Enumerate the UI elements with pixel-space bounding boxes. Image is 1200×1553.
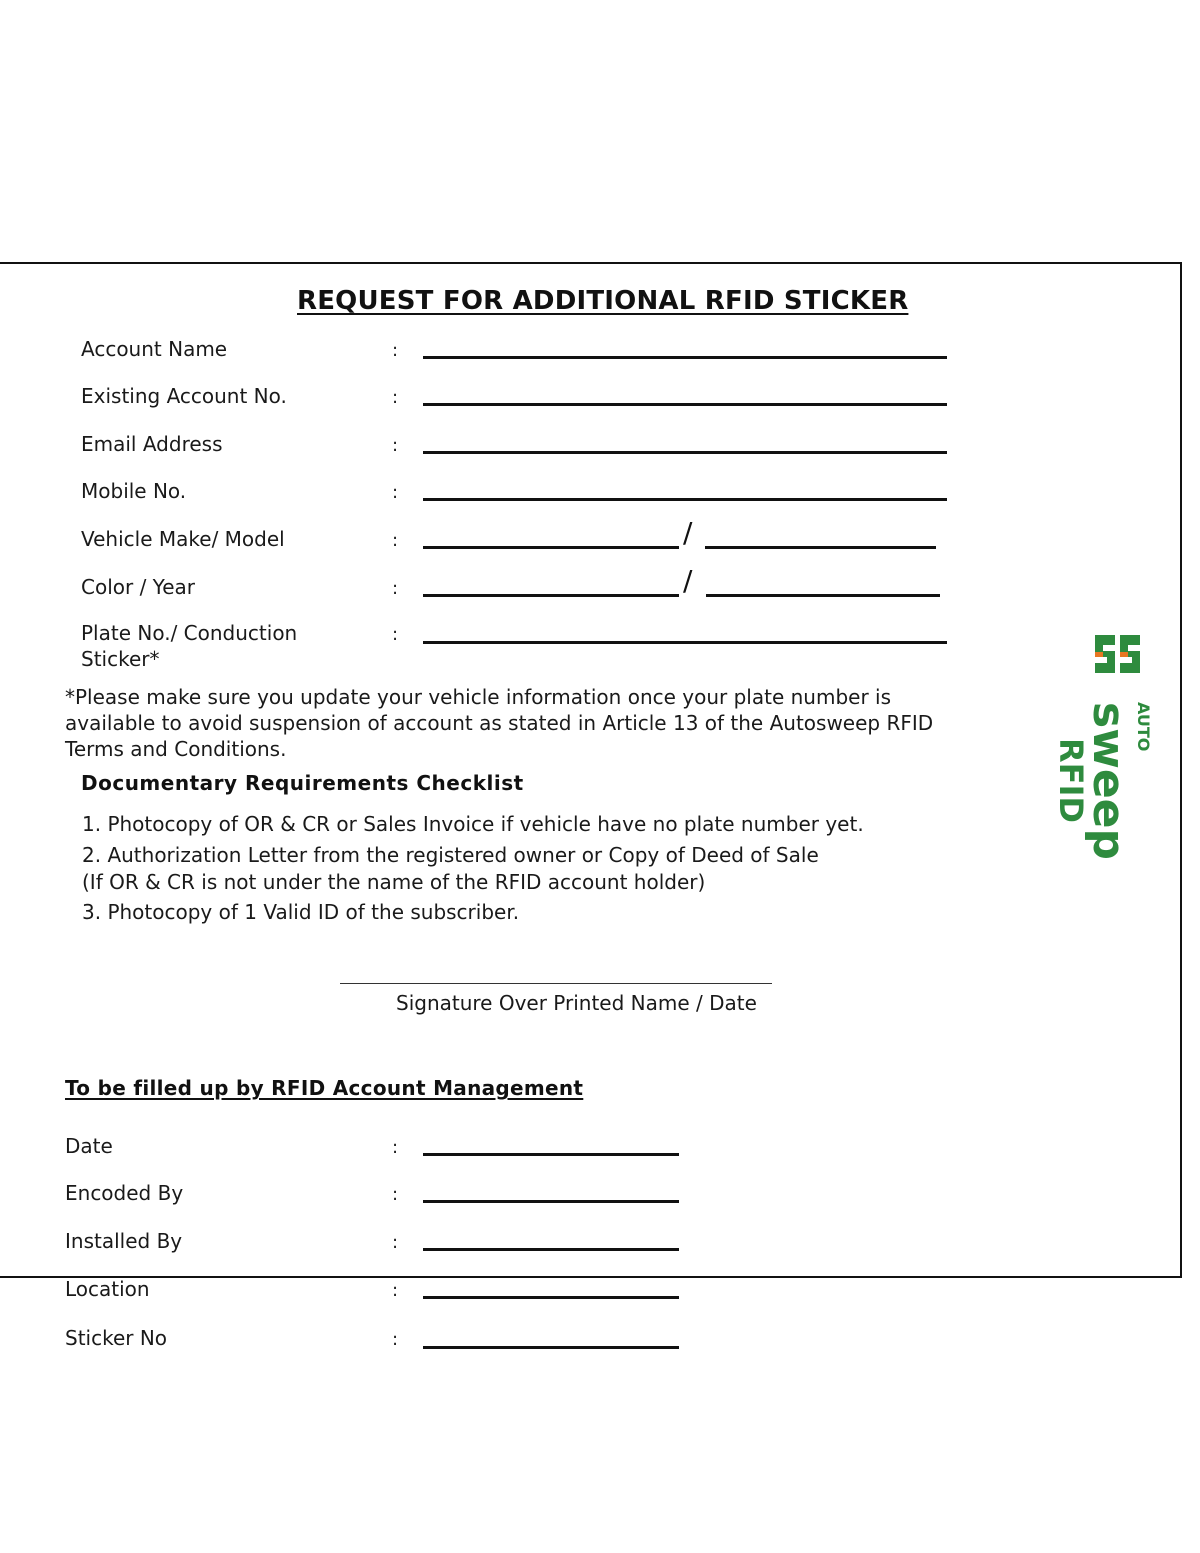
account-name-field[interactable]	[423, 356, 947, 359]
admin-section-heading: To be filled up by RFID Account Management	[65, 1076, 584, 1100]
plate-no-field[interactable]	[423, 641, 947, 644]
existing-account-no-field[interactable]	[423, 403, 947, 406]
sticker-no-label: Sticker No	[65, 1326, 168, 1350]
signature-field[interactable]	[340, 983, 772, 984]
color-field[interactable]	[423, 594, 679, 597]
slash-separator: /	[683, 516, 693, 549]
installed-by-label: Installed By	[65, 1229, 183, 1253]
logo-rfid-text: RFID	[1052, 738, 1090, 823]
installed-by-field[interactable]	[423, 1248, 679, 1251]
email-address-field[interactable]	[423, 451, 947, 454]
logo-sweep-text: sweep	[1083, 702, 1134, 861]
vehicle-make-field[interactable]	[423, 546, 679, 549]
colon: :	[392, 340, 399, 361]
admin-date-label: Date	[65, 1134, 113, 1158]
colon: :	[392, 482, 399, 503]
year-field[interactable]	[706, 594, 940, 597]
colon: :	[392, 624, 399, 645]
vehicle-model-field[interactable]	[705, 546, 936, 549]
encoded-by-field[interactable]	[423, 1200, 679, 1203]
existing-account-no-label: Existing Account No.	[81, 384, 287, 408]
requirements-heading: Documentary Requirements Checklist	[81, 771, 524, 795]
colon: :	[392, 387, 399, 408]
mobile-no-label: Mobile No.	[81, 479, 187, 503]
logo-auto-text: AUTO	[1134, 702, 1153, 752]
signature-label: Signature Over Printed Name / Date	[396, 991, 757, 1015]
plate-no-label: Plate No./ Conduction	[81, 621, 298, 645]
colon: :	[392, 1232, 399, 1253]
requirement-item: 3. Photocopy of 1 Valid ID of the subscriber.	[82, 900, 520, 924]
autosweep-logo-icon	[1050, 630, 1153, 870]
colon: :	[392, 1137, 399, 1158]
colon: :	[392, 578, 399, 599]
color-year-label: Color / Year	[81, 575, 196, 599]
slash-separator: /	[683, 564, 693, 597]
encoded-by-label: Encoded By	[65, 1181, 184, 1205]
requirement-item: 2. Authorization Letter from the registered owner or Copy of Deed of Sale	[82, 843, 819, 867]
mobile-no-field[interactable]	[423, 498, 947, 501]
account-name-label: Account Name	[81, 337, 228, 361]
sticker-no-field[interactable]	[423, 1346, 679, 1349]
colon: :	[392, 1329, 399, 1350]
requirement-item: 1. Photocopy of OR & CR or Sales Invoice if vehicle have no plate number yet.	[82, 812, 864, 836]
colon: :	[392, 530, 399, 551]
vehicle-make-model-label: Vehicle Make/ Model	[81, 527, 285, 551]
requirement-item-subnote: (If OR & CR is not under the name of the RFID account holder)	[82, 870, 706, 894]
email-address-label: Email Address	[81, 432, 223, 456]
form-border	[0, 262, 1182, 1278]
plate-note: *Please make sure you update your vehicle information once your plate number is available to avoid suspension of account as stated in Article 13 of the Autosweep RFID Terms and Conditions.	[65, 685, 934, 761]
admin-date-field[interactable]	[423, 1153, 679, 1156]
colon: :	[392, 435, 399, 456]
form-title: REQUEST FOR ADDITIONAL RFID STICKER	[297, 286, 909, 316]
location-field[interactable]	[423, 1296, 679, 1299]
plate-no-label-cont: Sticker*	[81, 647, 160, 671]
location-label: Location	[65, 1277, 150, 1301]
colon: :	[392, 1184, 399, 1205]
colon: :	[392, 1280, 399, 1301]
